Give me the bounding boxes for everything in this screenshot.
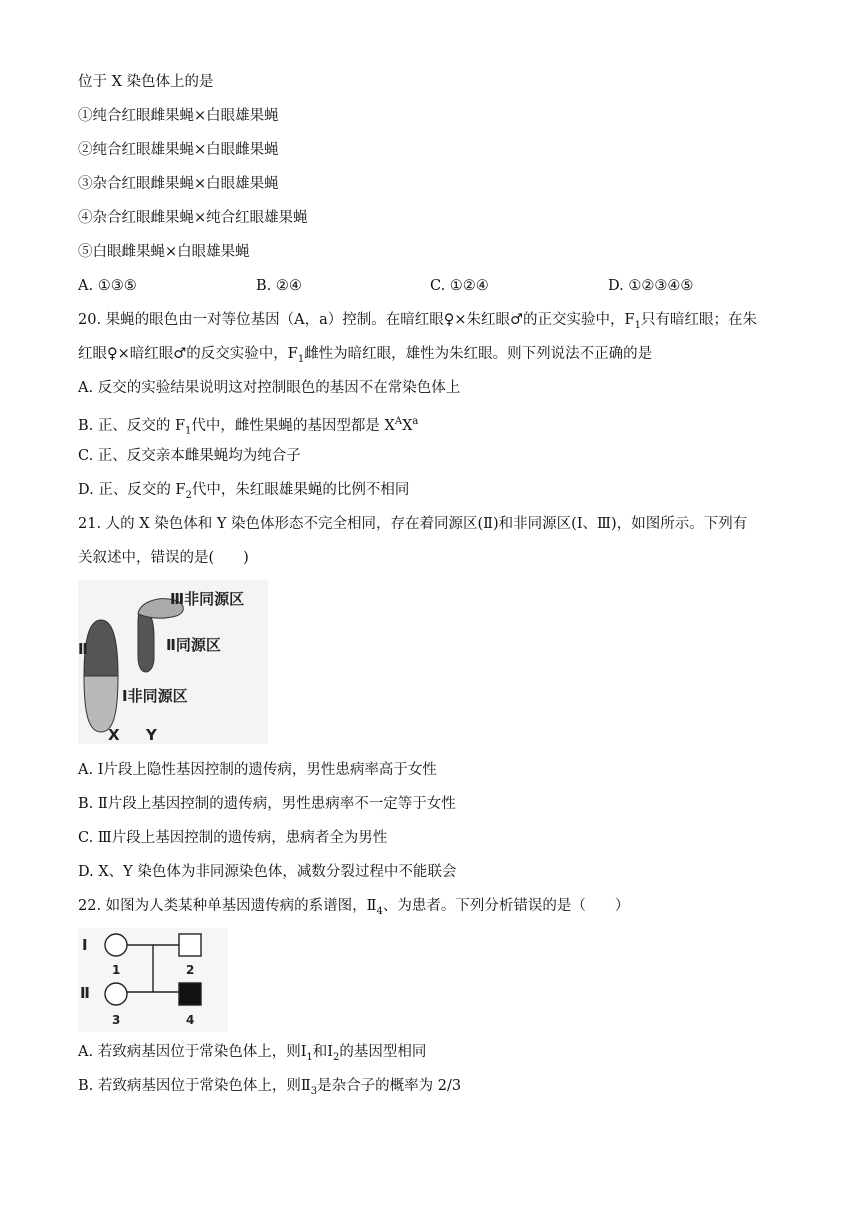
q19-item-4: ④杂合红眼雌果蝇×纯合红眼雄果蝇 [78,210,308,226]
q20-option-a: A. 反交的实验结果说明这对控制眼色的基因不在常染色体上 [78,380,461,396]
individual-number-1: 1 [112,963,121,977]
q22-option-a: A. 若致病基因位于常染色体上，则$Ⅰ_1$和$Ⅰ_2$的基因型相同 [78,1044,427,1063]
q20-stem-line-1: 20. 果蝇的眼色由一对等位基因（A，a）控制。在暗红眼♀×朱红眼♂的正交实验中，$F_1$只有暗红眼；在朱 [78,312,757,331]
y-chromosome-homologous-segment [138,610,154,672]
generation-ii-label: Ⅱ [80,984,90,1002]
label-x: X [108,726,120,744]
label-region-ii-right: Ⅱ同源区 [166,636,221,654]
q20-option-c: C. 正、反交亲本雌果蝇均为纯合子 [78,448,301,464]
individual-number-3: 3 [112,1013,121,1027]
pedigree-figure [78,928,228,1032]
individual-i2-male [179,934,201,956]
q19-stem-tail: 位于 X 染色体上的是 [78,74,214,90]
generation-i-label: Ⅰ [82,936,88,954]
q21-option-d: D. X、Y 染色体为非同源染色体，减数分裂过程中不能联会 [78,864,457,880]
q19-option-a: A. ①③⑤ [78,278,137,294]
q19-item-2: ②纯合红眼雄果蝇×白眼雌果蝇 [78,142,279,158]
q19-item-5: ⑤白眼雌果蝇×白眼雄果蝇 [78,244,250,260]
q21-option-a: A. Ⅰ片段上隐性基因控制的遗传病，男性患病率高于女性 [78,762,437,778]
q19-item-3: ③杂合红眼雌果蝇×白眼雄果蝇 [78,176,279,192]
individual-number-4: 4 [186,1013,195,1027]
q19-option-b: B. ②④ [256,278,302,294]
q19-option-d: D. ①②③④⑤ [608,278,694,294]
q20-stem-line-2: 红眼♀×暗红眼♂的反交实验中，$F_1$雌性为暗红眼，雄性为朱红眼。则下列说法不正确的是 [78,346,653,365]
individual-ii3-female [105,983,127,1005]
label-region-iii: Ⅲ非同源区 [170,590,245,608]
individual-number-2: 2 [186,963,195,977]
q19-item-1: ①纯合红眼雌果蝇×白眼雄果蝇 [78,108,279,124]
q22-option-b: B. 若致病基因位于常染色体上，则$Ⅱ_3$是杂合子的概率为 2/3 [78,1078,462,1097]
individual-i1-female [105,934,127,956]
q22-stem-line-1: 22. 如图为人类某种单基因遗传病的系谱图，$Ⅱ_4$、为患者。下列分析错误的是（ ） [78,898,630,917]
q20-option-b: B. 正、反交的 $F_1$代中，雌性果蝇的基因型都是 $X^AX^a$ [78,416,419,437]
q20-option-d: D. 正、反交的 $F_2$代中，朱红眼雄果蝇的比例不相同 [78,482,410,501]
label-region-i: Ⅰ非同源区 [122,687,188,705]
individual-ii4-affected-male [179,983,201,1005]
q21-option-b: B. Ⅱ片段上基因控制的遗传病，男性患病率不一定等于女性 [78,796,456,812]
q21-option-c: C. Ⅲ片段上基因控制的遗传病，患病者全为男性 [78,830,388,846]
label-region-ii-left: Ⅱ [78,640,88,658]
xy-chromosome-figure [78,580,268,744]
q21-stem-line-2: 关叙述中，错误的是( ) [78,550,249,566]
label-y: Y [146,726,157,744]
q21-stem-line-1: 21. 人的 X 染色体和 Y 染色体形态不完全相同，存在着同源区(Ⅱ)和非同源区(Ⅰ、Ⅲ)，如图所示。下列有 [78,516,748,532]
q19-option-c: C. ①②④ [430,278,489,294]
